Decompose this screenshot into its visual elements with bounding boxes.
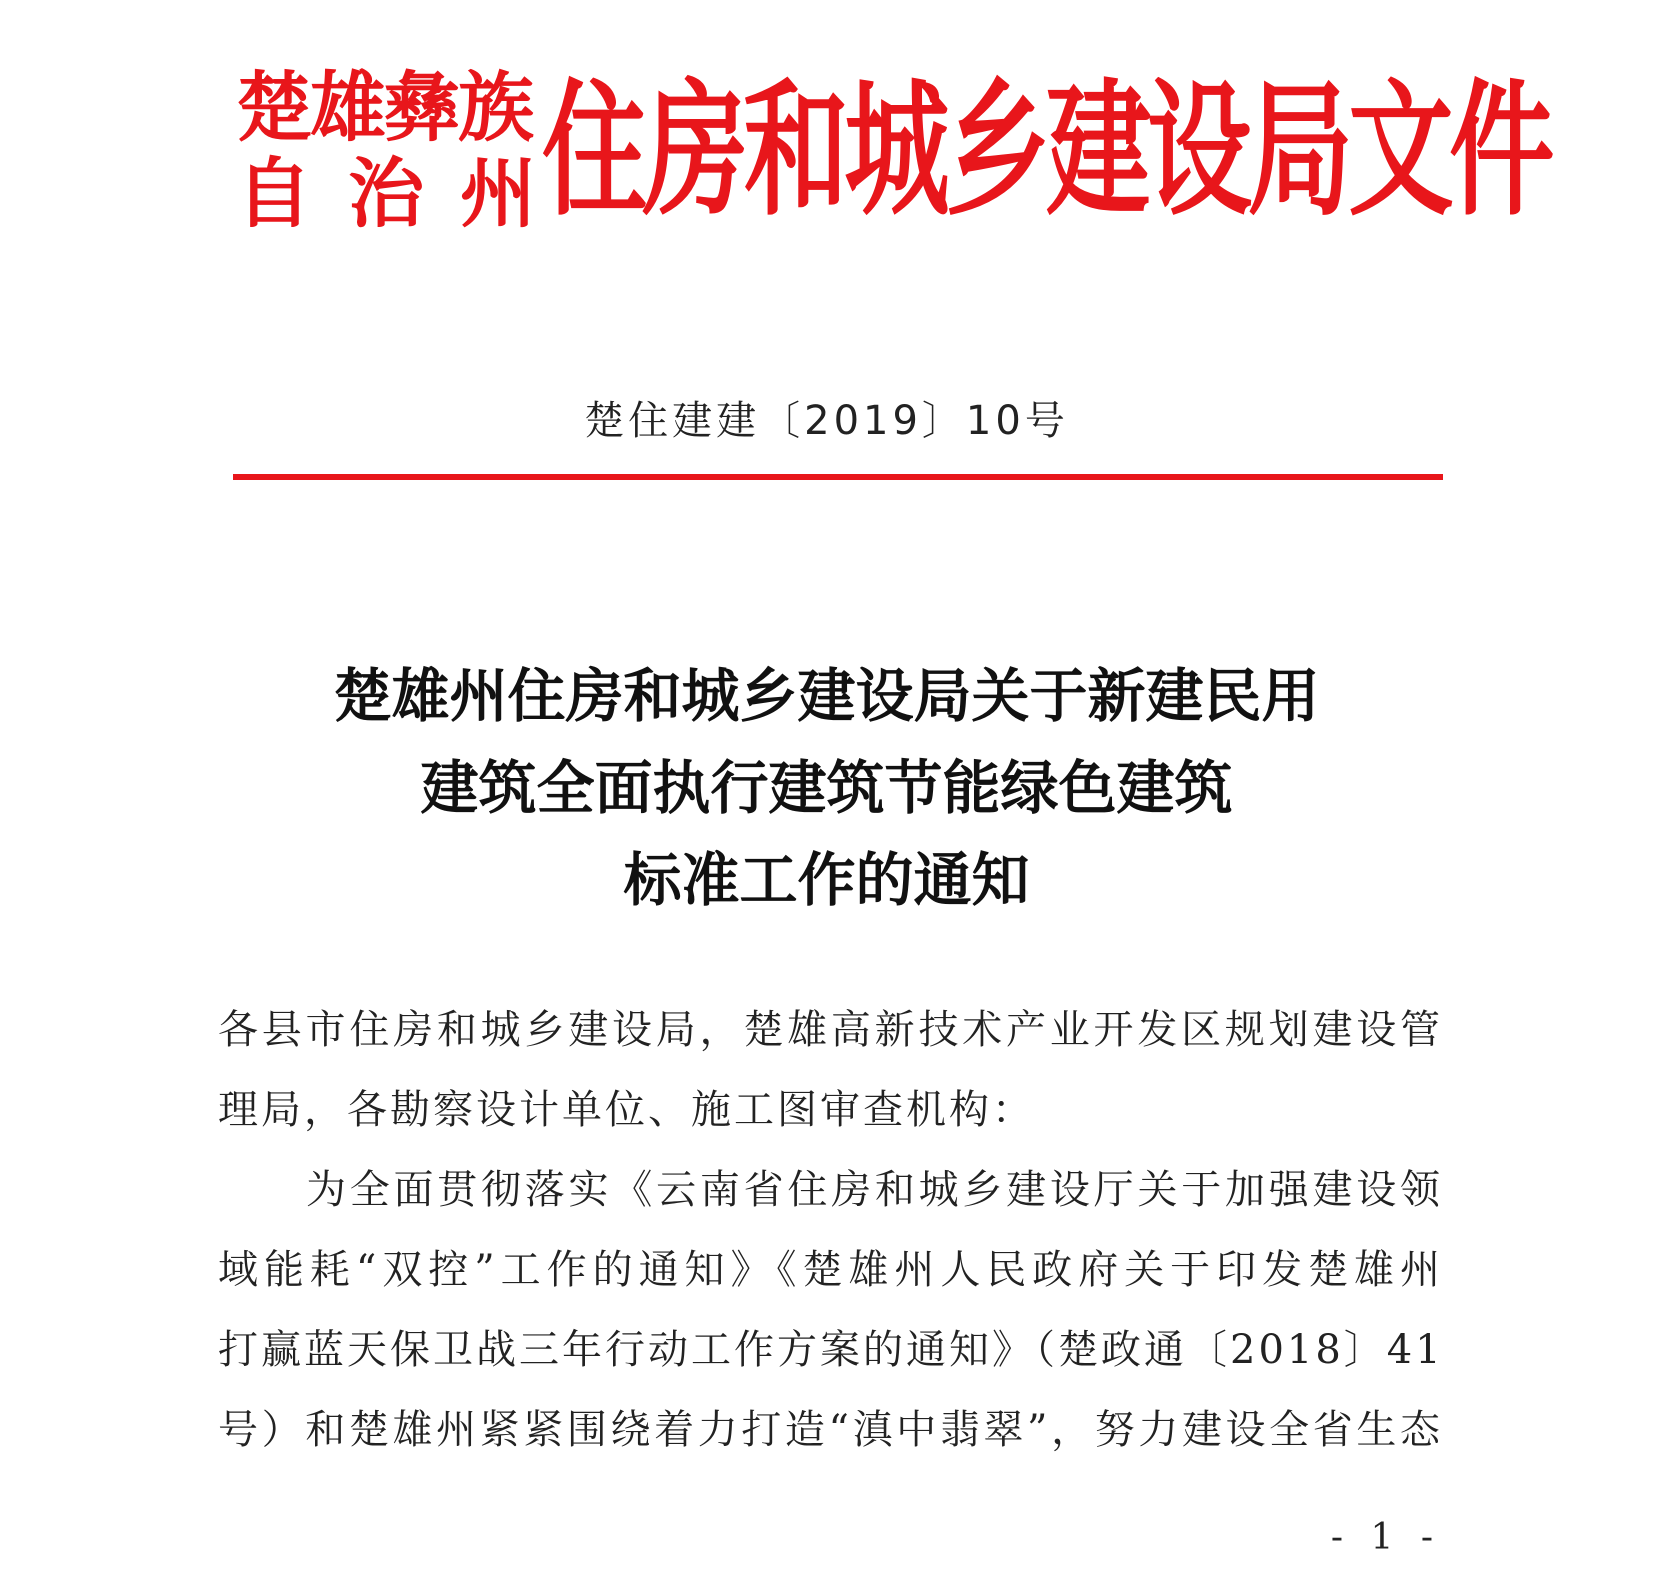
- document-number: 楚住建建〔2019〕10号: [584, 398, 1069, 444]
- title-line: 建筑全面执行建筑节能绿色建筑: [420, 754, 1233, 822]
- letterhead-line-2: [236, 149, 536, 238]
- body-line: 为全面贯彻落实《云南省住房和城乡建设厅关于加强建设领: [306, 1167, 1443, 1213]
- letterhead-line-1: 楚雄彝族: [236, 63, 532, 152]
- title-line: 标准工作的通知: [623, 846, 1030, 914]
- document-title: [0, 650, 1653, 926]
- letterhead-main-title: 住房和城乡建设局文件: [542, 66, 1550, 236]
- title-line: 楚雄州住房和城乡建设局关于新建民用: [333, 662, 1320, 730]
- letterhead: [236, 62, 1550, 242]
- document-body: [218, 990, 1443, 1470]
- letterhead-char: 州: [460, 149, 536, 238]
- body-line: 打赢蓝天保卫战三年行动工作方案的通知》（楚政通〔2018〕41: [218, 1327, 1444, 1373]
- body-line: 号）和楚雄州紧紧围绕着力打造“滇中翡翠”，努力建设全省生态: [218, 1407, 1443, 1453]
- red-divider: [233, 474, 1443, 480]
- page-number: - 1 -: [1330, 1517, 1441, 1558]
- body-line: 理局，各勘察设计单位、施工图审查机构：: [218, 1087, 1035, 1133]
- letterhead-char: 自: [236, 149, 312, 238]
- body-line: 各县市住房和城乡建设局，楚雄高新技术产业开发区规划建设管: [218, 1007, 1443, 1053]
- letterhead-char: 治: [348, 149, 424, 238]
- body-line: 域能耗“双控”工作的通知》《楚雄州人民政府关于印发楚雄州: [218, 1247, 1443, 1293]
